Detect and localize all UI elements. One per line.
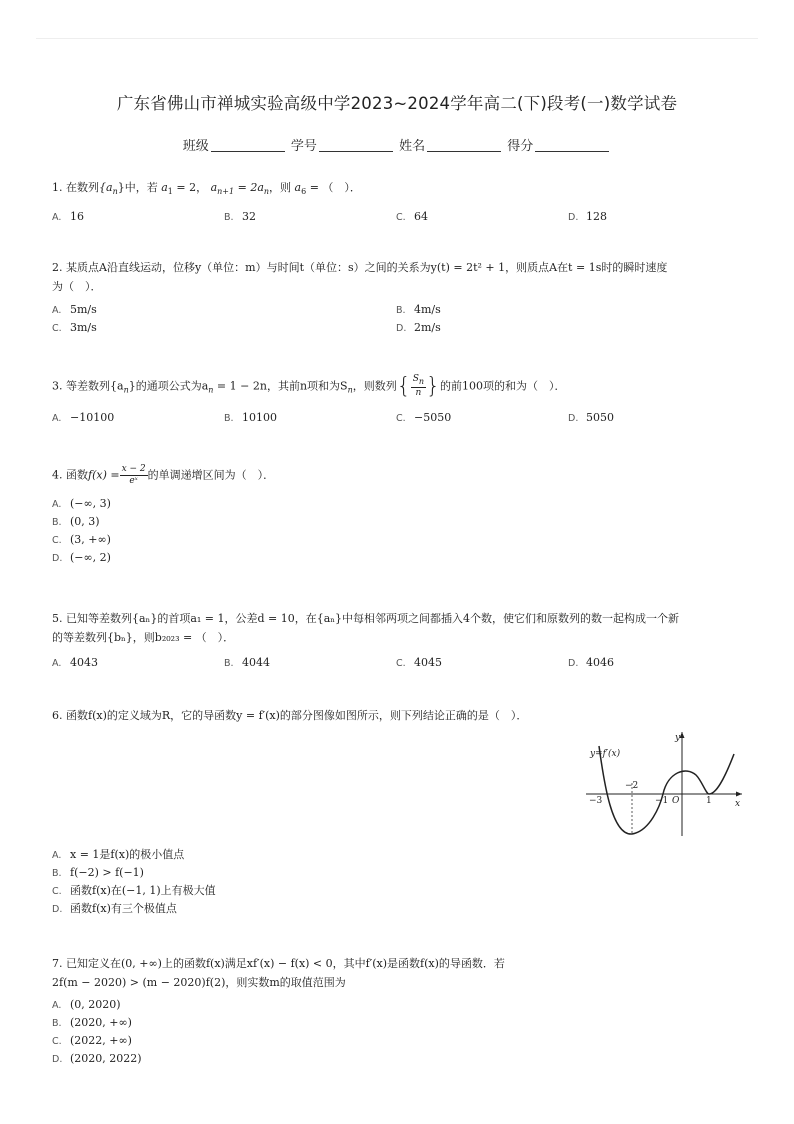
option-text: 64 (414, 210, 428, 224)
option-letter: C. (52, 1036, 62, 1047)
q5-line-1: 已知等差数列{aₙ}的首项a₁ = 1，公差d = 10，在{aₙ}中每相邻两项之间都插入4个数，使它们和原数列的数一起构成一个新 (66, 612, 680, 625)
class-label: 班级 (182, 139, 209, 154)
q3-text-2: }的通项公式为a (128, 379, 209, 393)
option-text: (2020, 2022) (70, 1052, 142, 1065)
q1-text-2: 中，若 (124, 181, 158, 194)
derivative-graph (582, 728, 752, 838)
class-blank[interactable] (211, 151, 285, 152)
q1-seq: {a (99, 181, 113, 194)
fraction-denominator: n (415, 387, 422, 398)
option-c[interactable] (396, 408, 451, 428)
option-text: 10100 (242, 410, 277, 424)
option-a[interactable] (52, 408, 114, 428)
origin-label: O (672, 796, 680, 806)
question-number: 6. (52, 709, 63, 722)
option-a[interactable] (52, 300, 97, 320)
option-text: f(−2) > f(−1) (70, 866, 144, 879)
question-5-stem (52, 609, 752, 628)
option-text: 5m/s (70, 303, 97, 316)
question-3-stem (52, 374, 752, 400)
curve-label: y=f′(x) (590, 749, 621, 759)
q1-expr-2: a (210, 181, 218, 194)
option-d[interactable] (568, 653, 614, 673)
option-letter: A. (52, 1000, 62, 1011)
option-letter: A. (52, 212, 62, 224)
option-b[interactable] (52, 864, 752, 882)
q1-expr-3: a (294, 181, 302, 194)
q4-text-2: 的单调递增区间为（ ）． (147, 468, 275, 482)
q1-expr-2-rest: = 2a (234, 181, 264, 194)
option-letter: B. (224, 212, 234, 224)
option-letter: A. (52, 499, 62, 510)
option-letter: C. (396, 658, 406, 669)
question-number: 4. (52, 468, 63, 482)
fraction-denominator: eˣ (129, 476, 138, 486)
tick-label: 1 (706, 796, 712, 806)
option-letter: C. (52, 886, 62, 897)
q1-expr-2-sub: n+1 (217, 187, 235, 197)
q7-line-2: 2f(m − 2020) > (m − 2020)f(2)，则实数m的取值范围为 (52, 976, 346, 989)
q1-seq-sub: n (112, 187, 118, 197)
option-text: 3m/s (70, 321, 97, 334)
option-text: 4043 (70, 656, 98, 669)
option-letter: D. (568, 212, 579, 224)
q3-text-1: 等差数列{a (66, 379, 124, 393)
option-letter: B. (396, 305, 406, 316)
option-text: 函数f(x)有三个极值点 (70, 902, 177, 915)
question-4-stem (52, 464, 752, 487)
question-1-stem (52, 178, 752, 201)
option-a[interactable] (52, 846, 752, 864)
option-text: 4m/s (414, 303, 441, 316)
option-a[interactable] (52, 495, 752, 513)
option-text: 4046 (586, 656, 614, 669)
tick-label: −2 (625, 781, 639, 791)
q7-line-1: 已知定义在(0, +∞)上的函数f(x)满足xf′(x) − f(x) < 0，其中f′(x)是函数f(x)的导函数．若 (66, 957, 505, 970)
option-letter: C. (52, 535, 62, 546)
option-text: 2m/s (414, 321, 441, 334)
question-number: 5. (52, 612, 63, 625)
option-letter: D. (52, 1054, 63, 1065)
option-c[interactable] (52, 318, 97, 338)
q3-sub-3: n (347, 385, 353, 395)
option-d[interactable] (52, 900, 752, 918)
option-letter: B. (52, 517, 62, 528)
question-number: 3. (52, 379, 63, 393)
option-d[interactable] (52, 1050, 752, 1068)
option-letter: B. (52, 868, 62, 879)
option-b[interactable] (224, 653, 270, 673)
option-text: (0, 2020) (70, 998, 121, 1011)
question-7 (52, 954, 752, 1068)
option-letter: C. (396, 212, 406, 224)
question-7-stem (52, 954, 752, 973)
q3-text-5: 的前100项的和为（ ）． (440, 379, 566, 393)
option-letter: B. (224, 412, 234, 424)
option-b[interactable] (224, 408, 277, 428)
q1-text-3: ，则 (269, 181, 292, 194)
score-label: 得分 (507, 139, 534, 154)
q1-expr-1: a (161, 181, 168, 194)
y-axis-label: y (675, 733, 681, 743)
q3-fraction (411, 374, 426, 399)
q1-expr-2-sub2: n (263, 187, 270, 197)
q5-line-2: 的等差数列{bₙ}，则b₂₀₂₃ = （ ）． (52, 631, 235, 644)
question-number: 1. (52, 181, 63, 194)
option-letter: A. (52, 412, 62, 424)
option-letter: B. (224, 658, 234, 669)
option-c[interactable] (396, 653, 442, 673)
option-text: (2022, +∞) (70, 1034, 132, 1047)
q1-seq-end: } (117, 181, 125, 194)
option-a[interactable] (52, 207, 84, 227)
option-text: (2020, +∞) (70, 1016, 132, 1029)
q1-expr-1-sub: 1 (167, 187, 173, 197)
option-text: 128 (586, 210, 607, 224)
option-letter: B. (52, 1018, 62, 1029)
option-d[interactable] (568, 408, 614, 428)
option-text: −10100 (70, 410, 115, 424)
q1-text-4: = （ ）． (306, 181, 361, 194)
option-text: 16 (70, 210, 84, 224)
option-a[interactable] (52, 996, 752, 1014)
q1-text: 在数列 (66, 181, 99, 194)
option-text: (−∞, 2) (70, 551, 111, 564)
option-letter: A. (52, 305, 62, 316)
option-b[interactable] (52, 1014, 752, 1032)
option-text: 4045 (414, 656, 442, 669)
question-5 (52, 609, 752, 672)
option-letter: C. (52, 323, 62, 334)
option-text: (−∞, 3) (70, 497, 111, 510)
option-d[interactable] (52, 549, 752, 567)
option-text: 函数f(x)在(−1, 1)上有极大值 (70, 884, 216, 897)
option-b[interactable] (52, 513, 752, 531)
option-text: 5050 (586, 410, 614, 424)
score-blank[interactable] (535, 151, 609, 152)
y-axis-arrow (680, 732, 685, 738)
q4-text-1: 函数 (66, 468, 88, 482)
option-letter: D. (52, 904, 63, 915)
option-b[interactable] (224, 207, 256, 227)
q3-sub-2: n (208, 385, 214, 395)
option-letter: C. (396, 412, 406, 424)
header-divider (36, 38, 758, 39)
option-letter: D. (568, 412, 579, 424)
option-c[interactable] (52, 531, 752, 549)
option-text: 32 (242, 210, 256, 224)
question-6 (52, 706, 752, 725)
x-axis-arrow (736, 792, 742, 797)
option-d[interactable] (396, 318, 441, 338)
option-letter: D. (568, 658, 579, 669)
option-text: x = 1是f(x)的极小值点 (70, 848, 185, 861)
option-letter: D. (52, 553, 63, 564)
name-blank[interactable] (427, 151, 501, 152)
option-c[interactable] (396, 207, 428, 227)
id-blank[interactable] (319, 151, 393, 152)
option-text: (0, 3) (70, 515, 100, 528)
q1-expr-3-sub: 6 (301, 187, 307, 197)
option-letter: A. (52, 850, 62, 861)
tick-label: −3 (589, 796, 603, 806)
option-a[interactable] (52, 653, 98, 673)
exam-title: 广东省佛山市禅城实验高级中学2023~2024学年高二(下)段考(一)数学试卷 (116, 94, 678, 113)
name-label: 姓名 (399, 139, 426, 154)
q2-line-1: 某质点A沿直线运动，位移y（单位：m）与时间t（单位：s）之间的关系为y(t) = 2t² + 1，则质点A在t = 1s时的瞬时速度 (66, 261, 668, 274)
q6-line-1: 函数f(x)的定义域为R，它的导函数y = f′(x)的部分图像如图所示，则下列结论正确的是（ ）． (66, 709, 528, 722)
option-c[interactable] (52, 1032, 752, 1050)
question-1 (52, 178, 752, 226)
q3-sub-1: n (123, 385, 129, 395)
option-c[interactable] (52, 882, 752, 900)
question-3 (52, 374, 752, 427)
question-number: 7. (52, 957, 63, 970)
question-6-options (52, 846, 752, 918)
option-b[interactable] (396, 300, 441, 320)
derivative-curve (599, 746, 734, 834)
id-label: 学号 (290, 139, 317, 154)
question-number: 2. (52, 261, 63, 274)
option-text: 4044 (242, 656, 270, 669)
q3-text-4: ，则数列 (352, 379, 397, 393)
option-d[interactable] (568, 207, 607, 227)
fraction-numerator: x − 2 (121, 464, 146, 474)
option-text: (3, +∞) (70, 533, 111, 546)
student-info-line (0, 135, 794, 154)
question-2-stem (52, 258, 752, 277)
option-text: −5050 (414, 410, 452, 424)
option-letter: D. (396, 323, 407, 334)
fraction-numerator-sub: n (418, 376, 425, 386)
tick-label: −1 (655, 796, 669, 806)
right-brace: } (426, 373, 441, 399)
q4-function: f(x) = (88, 468, 120, 482)
q2-line-2: 为（ ）． (52, 280, 102, 293)
question-4 (52, 464, 752, 567)
q4-fraction (120, 464, 148, 487)
question-6-stem (52, 706, 752, 725)
q3-text-3: = 1 − 2n，其前n项和为S (213, 379, 348, 393)
option-letter: A. (52, 658, 62, 669)
fraction-numerator: S (412, 374, 419, 384)
q1-expr-1-rest: = 2， (172, 181, 208, 194)
left-brace: { (396, 373, 411, 399)
question-2 (52, 258, 752, 338)
x-axis-label: x (735, 799, 741, 809)
